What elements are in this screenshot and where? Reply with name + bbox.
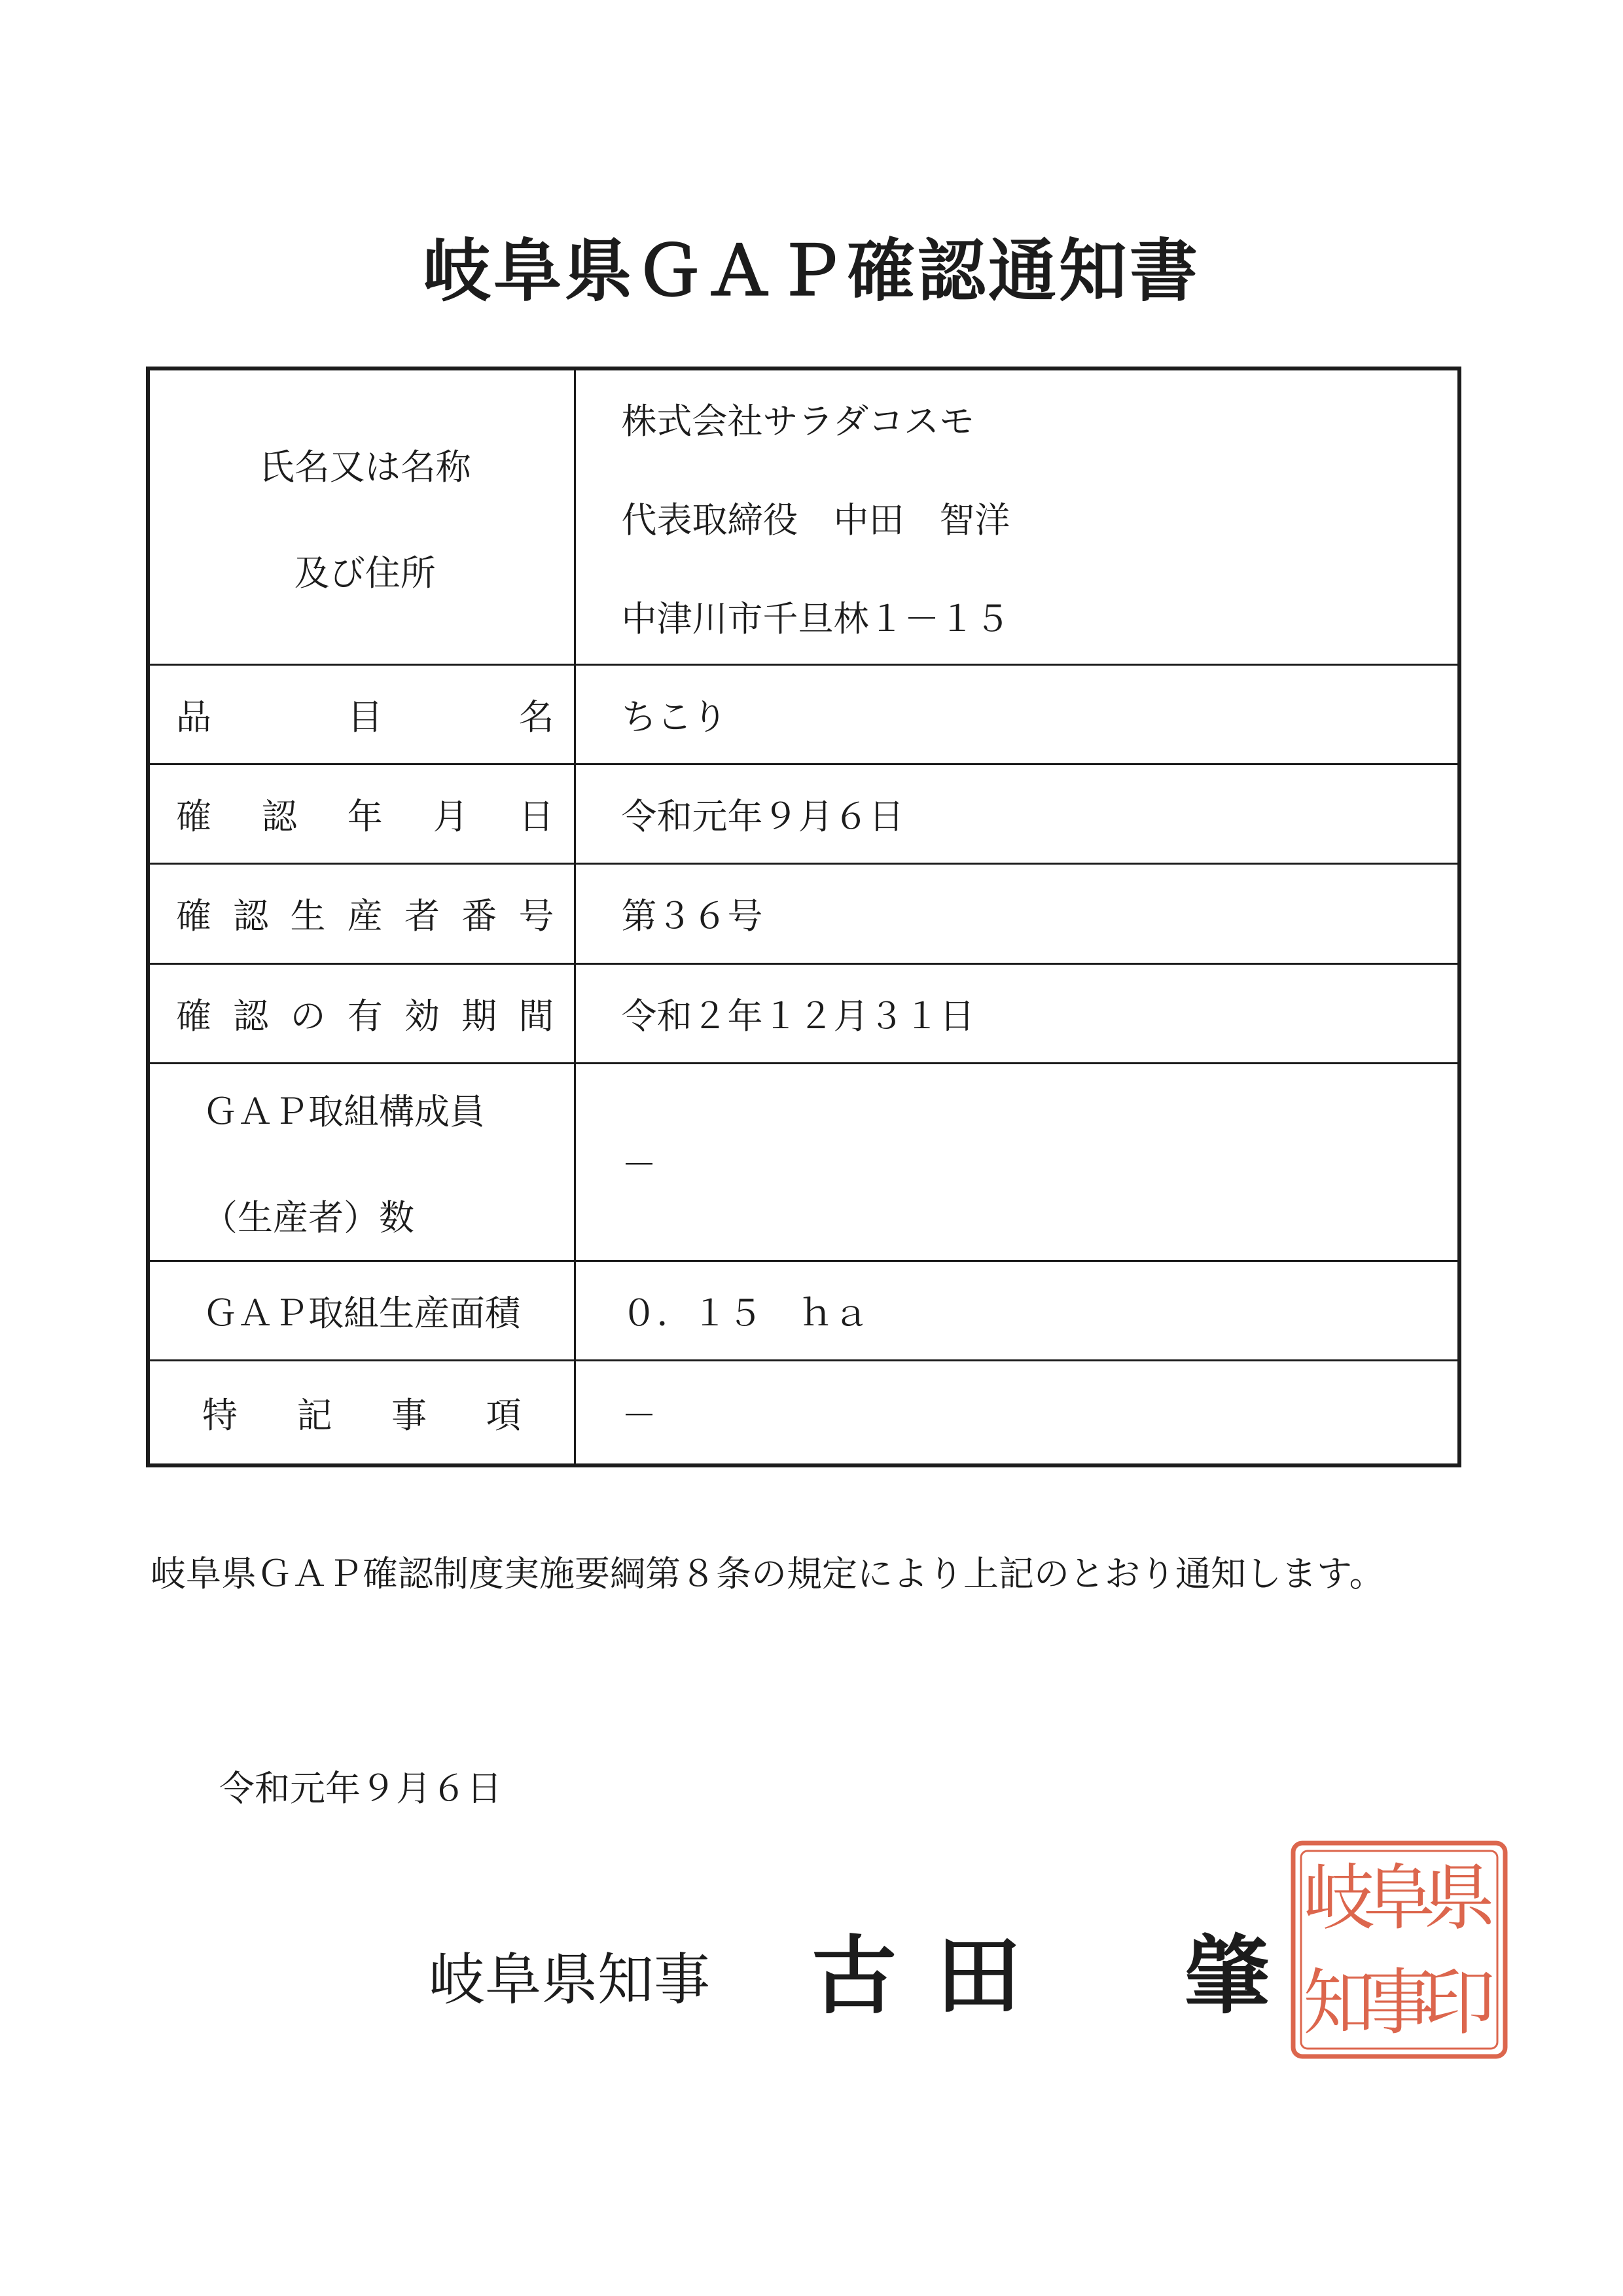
value-members: － [575,1063,1459,1261]
svg-text:阜: 阜 [1363,1856,1435,1940]
notice-text: 岐阜県ＧＡＰ確認制度実施要綱第８条の規定により上記のとおり通知します。 [151,1553,1385,1594]
issuer-name: 古田 肇 [812,1926,1310,2026]
info-table [146,367,1461,1467]
official-seal-icon [1288,1838,1510,2062]
label-name-address: 氏名又は名称 及び住所 [148,368,575,665]
value-item: ちこり [575,665,1459,764]
issue-date: 令和元年９月６日 [219,1768,502,1809]
label-item: 品 目 名 [148,665,575,764]
row-producer-no [148,864,1459,963]
svg-text:知: 知 [1303,1961,1375,2045]
label-confirm-date: 確認年月日 [148,764,575,864]
row-item [148,665,1459,764]
label-members: ＧＡＰ取組構成員 （生産者）数 [148,1063,575,1261]
value-remarks: － [575,1361,1459,1465]
row-area [148,1261,1459,1361]
value-confirm-date: 令和元年９月６日 [575,764,1459,864]
svg-text:岐: 岐 [1303,1856,1375,1940]
address: 中津川市千旦林１－１５ [621,598,1010,639]
row-remarks [148,1361,1459,1465]
label-validity: 確認の有効期間 [148,963,575,1063]
value-name-address [575,368,1459,665]
issuer-title: 岐阜県知事 [429,1947,710,2013]
svg-text:県: 県 [1423,1856,1495,1940]
value-producer-no: 第３６号 [575,864,1459,963]
label-producer-no: 確認生産者番号 [148,864,575,963]
label-remarks: 特 記 事 項 [148,1361,575,1465]
label-area: ＧＡＰ取組生産面積 [148,1261,575,1361]
value-area: ０．１５ ｈａ [575,1261,1459,1361]
row-validity [148,963,1459,1063]
row-name-address [148,368,1459,665]
svg-text:印: 印 [1423,1961,1495,2045]
company-name: 株式会社サラダコスモ [621,400,974,442]
representative: 代表取締役 中田 智洋 [621,499,1010,541]
row-members [148,1063,1459,1261]
svg-text:事: 事 [1363,1961,1435,2045]
row-confirm-date [148,764,1459,864]
value-validity: 令和２年１２月３１日 [575,963,1459,1063]
document-title: 岐阜県ＧＡＰ確認通知書 [422,231,1200,311]
